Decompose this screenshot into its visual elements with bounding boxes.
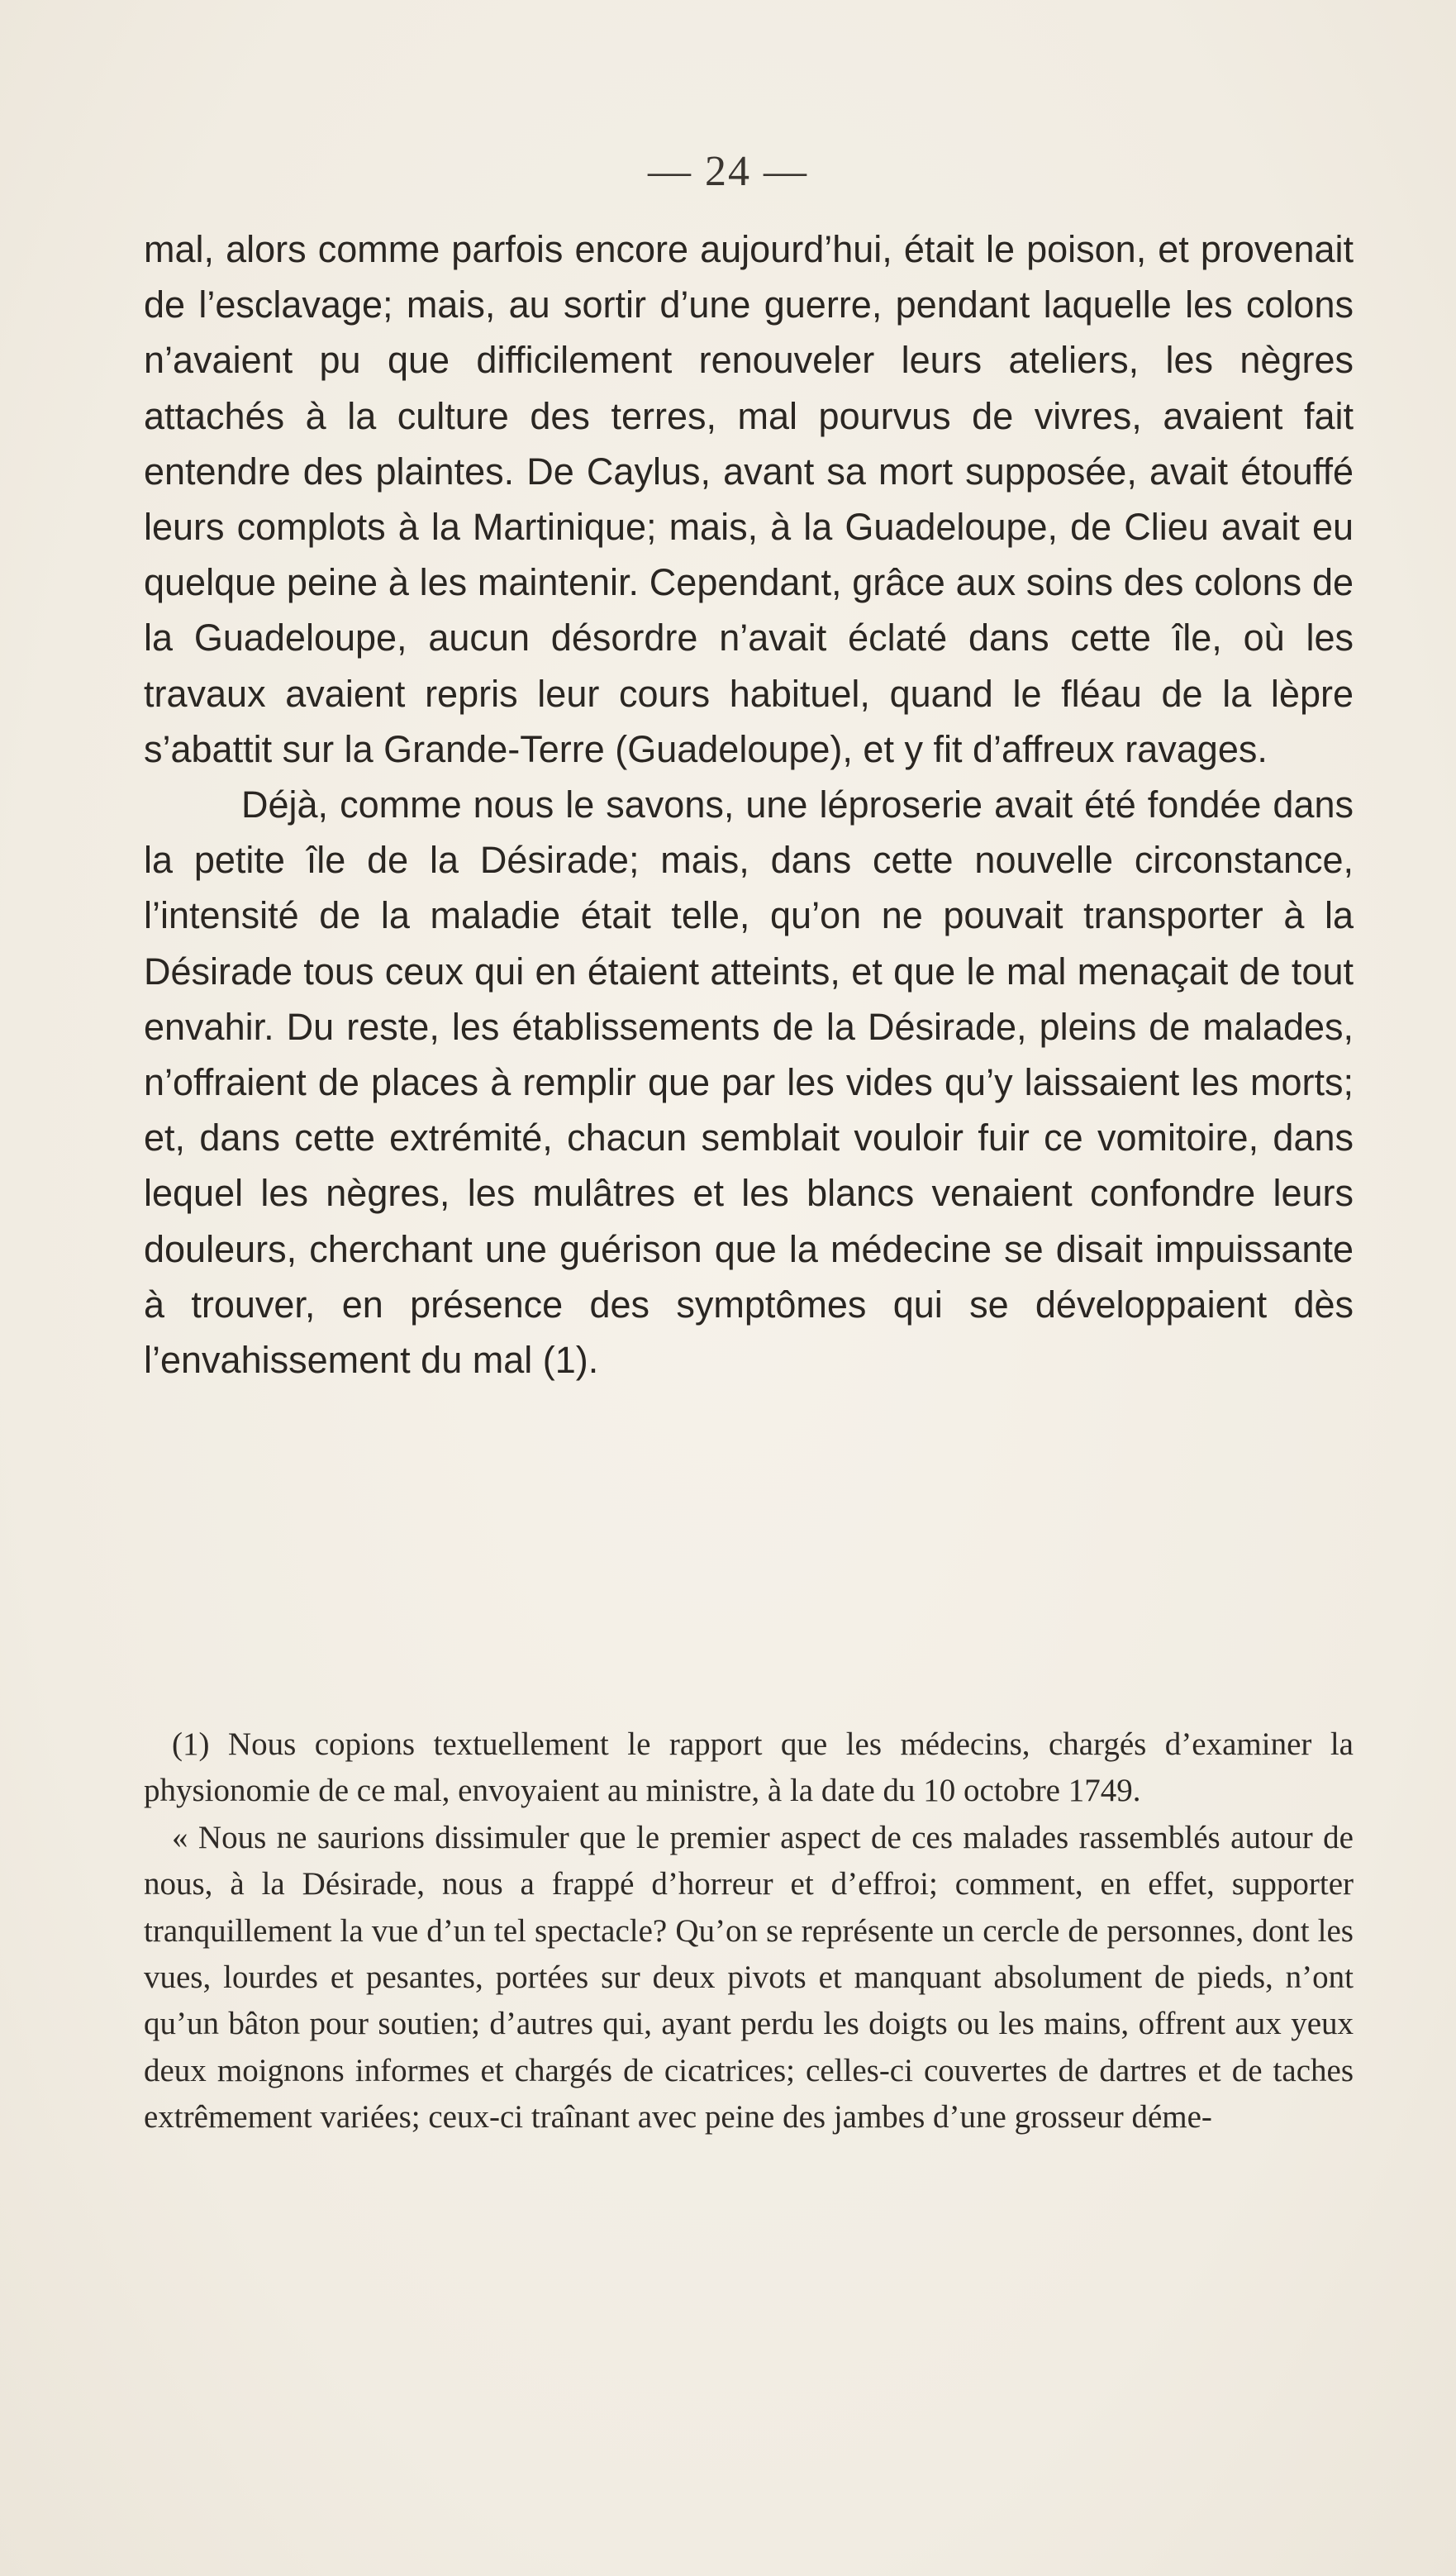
main-text (144, 221, 1354, 1388)
footnote-quote: « Nous ne saurions dissimuler que le premier aspect de ces malades rassemblés autour de nous, à la Désirade, nous a frappé d’horreur et d’effroi; comment, en effet, supporter tranquillement la vue d’un tel spectacle? Qu’on se représente un cercle de personnes, dont les vues, lourdes et pesantes, portées sur deux pivots et manquant absolument de pieds, n’ont qu’un bâton pour soutien; d’autres qui, ayant perdu les doigts ou les mains, offrent aux yeux deux moignons informes et chargés de cicatrices; celles-ci couvertes de dartres et de taches extrêmement variées; ceux-ci traînant avec peine des jambes d’une grosseur déme- (144, 1819, 1354, 2136)
page-number: — 24 — (648, 148, 808, 195)
paragraph: Déjà, comme nous le savons, une léproserie avait été fondée dans la petite île de la Désirade; mais, dans cette nouvelle circonstance, l’intensité de la maladie était telle, qu’on ne pouvait transporter à la Désirade tous ceux qui en étaient atteints, et que le mal menaçait de tout envahir. Du reste, les établissements de la Désirade, pleins de malades, n’offraient de places à remplir que par les vides qu’y laissaient les morts; et, dans cette extrémité, chacun semblait vouloir fuir ce vomitoire, dans lequel les nègres, les mulâtres et les blancs venaient confondre leurs douleurs, cherchant une guérison que la médecine se disait impuissante à trouver, en présence des symptômes qui se développaient dès l’envahissement du mal (1). (144, 783, 1354, 1382)
footnote: (1) Nous copions textuellement le rapport que les médecins, chargés d’examiner la physionomie de ce mal, envoyaient au ministre, à la date du 10 octobre 1749. (144, 1726, 1354, 1809)
footnotes (144, 1721, 1354, 2141)
paragraph: mal, alors comme parfois encore aujourd’hui, était le poison, et provenait de l’esclavage; mais, au sortir d’une guerre, pendant laquelle les colons n’avaient pu que difficilement renouveler leurs ateliers, les nègres attachés à la culture des terres, mal pourvus de vivres, avaient fait entendre des plaintes. De Caylus, avant sa mort supposée, avait étouffé leurs complots à la Martinique; mais, à la Guadeloupe, de Clieu avait eu quelque peine à les maintenir. Cependant, grâce aux soins des colons de la Guadeloupe, aucun désordre n’avait éclaté dans cette île, où les travaux avaient repris leur cours habituel, quand le fléau de la lèpre s’abattit sur la Grande-Terre (Guadeloupe), et y fit d’affreux ravages. (144, 228, 1354, 770)
